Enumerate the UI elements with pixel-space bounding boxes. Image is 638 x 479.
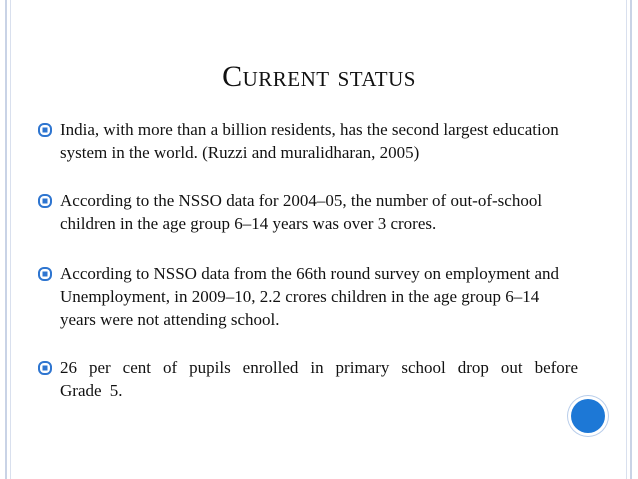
bullet-text: According to NSSO data from the 66th round survey on employment and Unemployment, in 2009–10, 2.2 crores children in the age group 6–14 years were not attending school. (60, 264, 560, 329)
bullet-marker-icon (38, 118, 52, 141)
bullet-list (38, 118, 578, 402)
bullet-text: India, with more than a billion residents, has the second largest education system in the world. (Ruzzi and muralidharan, 2005) (60, 120, 559, 162)
decorative-circle-icon (571, 399, 605, 433)
bullet-item (38, 262, 578, 331)
slide-title: Current status (222, 60, 416, 93)
bullet-item (38, 189, 578, 235)
bullet-text: According to the NSSO data for 2004–05, the number of out-of-school children in the age group 6–14 years was over 3 crores. (60, 191, 543, 233)
bullet-marker-icon (38, 189, 52, 212)
bullet-item (38, 356, 578, 402)
bullet-marker-icon (38, 262, 52, 285)
bullet-text: 26 per cent of pupils enrolled in primary school drop out before Grade 5. (60, 358, 578, 400)
bullet-marker-icon (38, 356, 52, 379)
bullet-item (38, 118, 578, 164)
